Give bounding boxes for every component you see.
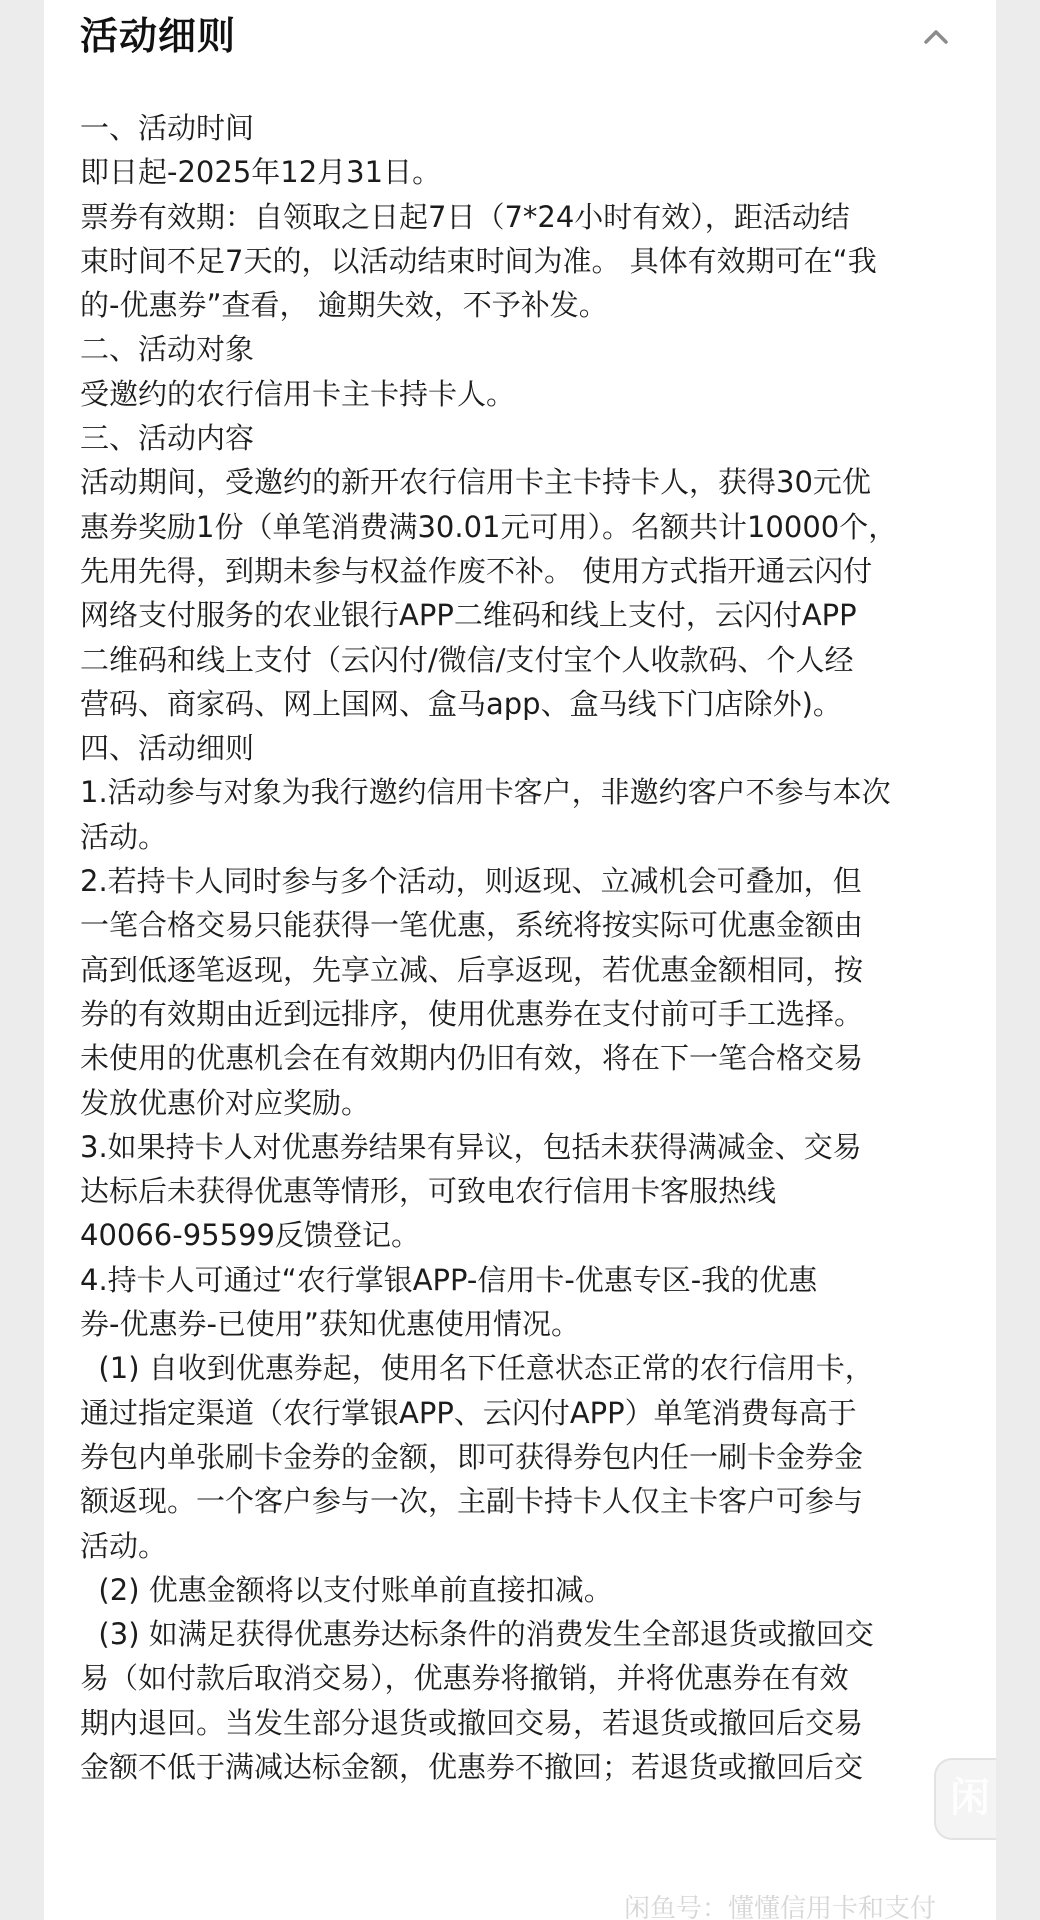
rules-line: 期内退回。当发生部分退货或撤回交易，若退货或撤回后交易 [80, 1705, 864, 1740]
rules-line: 一、活动时间 [80, 111, 255, 145]
rules-line: 营码、商家码、网上国网、盒马app、盒马线下门店除外)。 [80, 686, 842, 721]
rules-line: (1) 自收到优惠券起，使用名下任意状态正常的农行信用卡， [80, 1351, 874, 1386]
rules-line: 先用先得，到期未参与权益作废不补。 使用方式指开通云闪付 [80, 553, 873, 588]
watermark-logo-text: 闲 [950, 1775, 990, 1821]
rules-line: 1.活动参与对象为我行邀约信用卡客户，非邀约客户不参与本次 [80, 775, 891, 810]
rules-content [80, 106, 992, 1789]
rules-line: 网络支付服务的农业银行APP二维码和线上支付，云闪付APP [80, 598, 857, 633]
rules-line: 高到低逐笔返现，先享立减、后享返现，若优惠金额相同，按 [80, 952, 864, 987]
rules-line: 活动。 [80, 819, 168, 854]
rules-line: 活动期间，受邀约的新开农行信用卡主卡持卡人，获得30元优 [80, 465, 871, 500]
rules-line: 券的有效期由近到远排序，使用优惠券在支付前可手工选择。 [80, 996, 864, 1031]
rules-line: 票券有效期：自领取之日起7日（7*24小时有效），距活动结 [80, 199, 850, 234]
rules-line: (3) 如满足获得优惠券达标条件的消费发生全部退货或撤回交 [80, 1617, 874, 1652]
rules-line: 易（如付款后取消交易），优惠券将撤销，并将优惠券在有效 [80, 1661, 849, 1696]
rules-line: 四、活动细则 [80, 731, 255, 766]
rules-line: 束时间不足7天的，以活动结束时间为准。 具体有效期可在“我 [80, 243, 877, 278]
rules-line: 的-优惠券”查看， 逾期失效，不予补发。 [80, 288, 608, 323]
activity-rules-panel [44, 0, 996, 1920]
rules-line: 二、活动对象 [80, 332, 255, 367]
watermark-logo [934, 1758, 996, 1840]
rules-line: 券-优惠券-已使用”获知优惠使用情况。 [80, 1307, 580, 1342]
rules-line: 二维码和线上支付（云闪付/微信/支付宝个人收款码、个人经 [80, 642, 854, 677]
chevron-up-icon [914, 16, 958, 56]
rules-line: 即日起-2025年12月31日。 [80, 155, 442, 190]
rules-line: 发放优惠价对应奖励。 [80, 1085, 371, 1120]
rules-line: 3.如果持卡人对优惠券结果有异议，包括未获得满减金、交易 [80, 1129, 862, 1164]
rules-line: 未使用的优惠机会在有效期内仍旧有效，将在下一笔合格交易 [80, 1041, 864, 1076]
rules-line: (2) 优惠金额将以支付账单前直接扣减。 [80, 1572, 613, 1607]
rules-line: 40066-95599反馈登记。 [80, 1218, 420, 1253]
watermark-text: 闲鱼号：懂懂信用卡和支付 [624, 1894, 937, 1920]
rules-line: 4.持卡人可通过“农行掌银APP-信用卡-优惠专区-我的优惠 [80, 1262, 818, 1297]
rules-line: 受邀约的农行信用卡主卡持卡人。 [80, 376, 516, 411]
rules-line: 2.若持卡人同时参与多个活动，则返现、立减机会可叠加，但 [80, 864, 862, 899]
rules-line: 达标后未获得优惠等情形，可致电农行信用卡客服热线 [80, 1174, 777, 1209]
rules-line: 金额不低于满减达标金额，优惠券不撤回；若退货或撤回后交 [80, 1749, 864, 1784]
rules-line: 三、活动内容 [80, 421, 255, 456]
rules-line: 券包内单张刷卡金券的金额，即可获得券包内任一刷卡金券金 [80, 1439, 864, 1474]
rules-line: 一笔合格交易只能获得一笔优惠，系统将按实际可优惠金额由 [80, 908, 864, 943]
rules-line: 活动。 [80, 1528, 168, 1563]
rules-line: 通过指定渠道（农行掌银APP、云闪付APP）单笔消费每高于 [80, 1395, 857, 1430]
collapse-button[interactable] [914, 16, 958, 56]
page-title: 活动细则 [80, 14, 237, 58]
panel-header[interactable] [44, 0, 996, 80]
rules-line: 惠券奖励1份（单笔消费满30.01元可用）。名额共计10000个， [80, 509, 898, 544]
rules-line: 额返现。一个客户参与一次，主副卡持卡人仅主卡客户可参与 [80, 1484, 864, 1519]
